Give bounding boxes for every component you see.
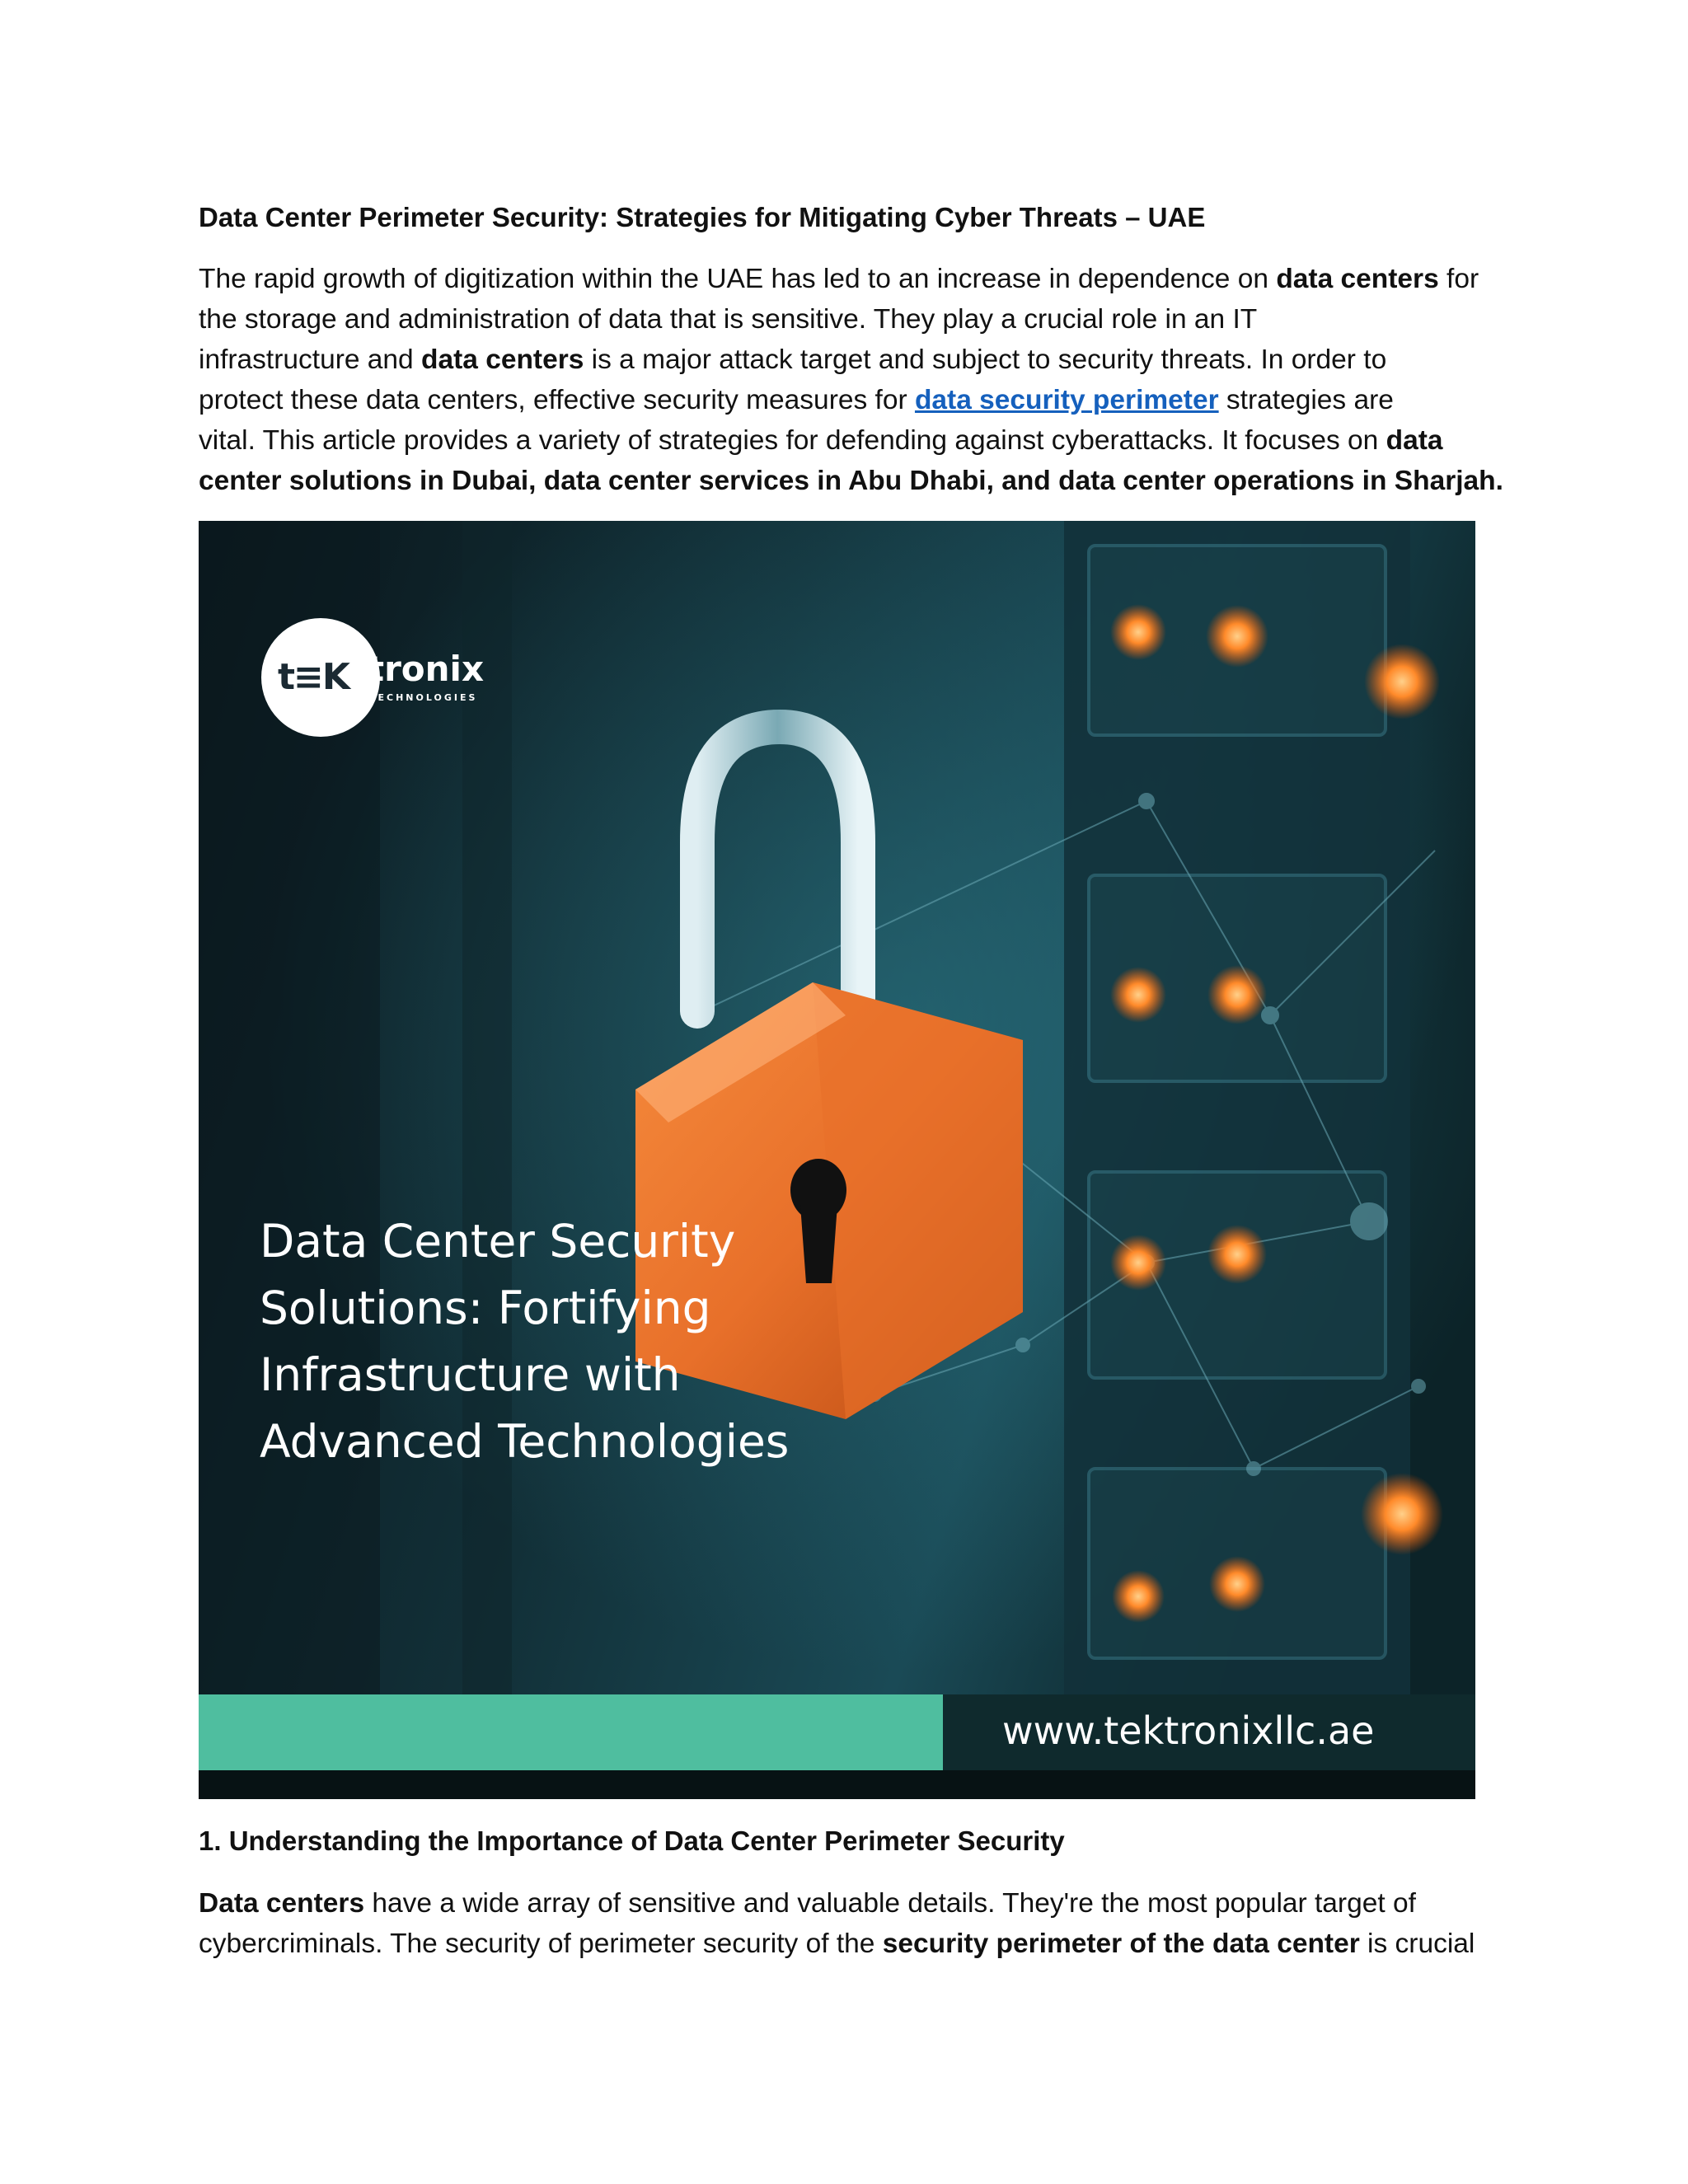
text-run: strategies are <box>1218 385 1394 415</box>
hero-image <box>199 521 1475 1799</box>
section-1-paragraph <box>199 1883 1501 1964</box>
hero-band-accent <box>199 1694 943 1770</box>
hero-website-url: www.tektronixllc.ae <box>1002 1708 1375 1753</box>
text-line <box>199 299 1501 340</box>
text-run: cybercriminals. The security of perimeter security of the <box>199 1929 883 1959</box>
hero-headline-line: Advanced Technologies <box>260 1415 790 1468</box>
text-run: have a wide array of sensitive and valuable details. They're the most popular target of <box>364 1888 1416 1919</box>
bold-text: center solutions in Dubai, data center services in Abu Dhabi, and data center operations in Sharjah. <box>199 466 1503 496</box>
logo-wordmark: tronix <box>368 649 485 689</box>
hero-headline-line: Data Center Security <box>260 1215 736 1268</box>
text-run: is crucial <box>1359 1929 1475 1959</box>
bold-text: data centers <box>1276 264 1439 294</box>
text-run: is a major attack target and subject to security threats. In order to <box>584 344 1387 375</box>
text-line <box>199 259 1501 299</box>
hero-headline-line: Infrastructure with <box>260 1348 681 1401</box>
hero-headline-line: Solutions: Fortifying <box>260 1282 711 1334</box>
text-run: the storage and administration of data that is sensitive. They play a crucial role in an IT <box>199 304 1258 335</box>
article-title: Data Center Perimeter Security: Strategies for Mitigating Cyber Threats – UAE <box>199 202 1206 232</box>
logo-subtitle: TECHNOLOGIES <box>369 692 478 703</box>
text-line <box>199 420 1501 461</box>
text-line <box>199 461 1501 501</box>
text-line <box>199 1924 1501 1964</box>
text-run: for <box>1438 264 1479 294</box>
logo-mark: t≡K <box>278 656 349 698</box>
bold-text: data centers <box>421 344 584 375</box>
bold-text: Data centers <box>199 1888 365 1919</box>
hero-background <box>199 521 1475 1799</box>
text-run: The rapid growth of digitization within the UAE has led to an increase in dependence on <box>199 264 1277 294</box>
hero-bottom-strip <box>199 1770 1475 1799</box>
text-line <box>199 340 1501 380</box>
text-line <box>199 1883 1501 1924</box>
text-run: vital. This article provides a variety of strategies for defending against cyberattacks. It focuses on <box>199 425 1386 456</box>
bold-text: security perimeter of the data center <box>882 1929 1360 1959</box>
text-run: protect these data centers, effective security measures for <box>199 385 915 415</box>
inline-link[interactable]: data security perimeter <box>914 385 1219 415</box>
text-line <box>199 380 1501 420</box>
hero-headline <box>260 1208 837 1475</box>
section-1-title: 1. Understanding the Importance of Data Center Perimeter Security <box>199 1825 1065 1856</box>
intro-paragraph <box>199 259 1501 501</box>
text-run: infrastructure and <box>199 344 421 375</box>
bold-text: data <box>1386 425 1443 456</box>
